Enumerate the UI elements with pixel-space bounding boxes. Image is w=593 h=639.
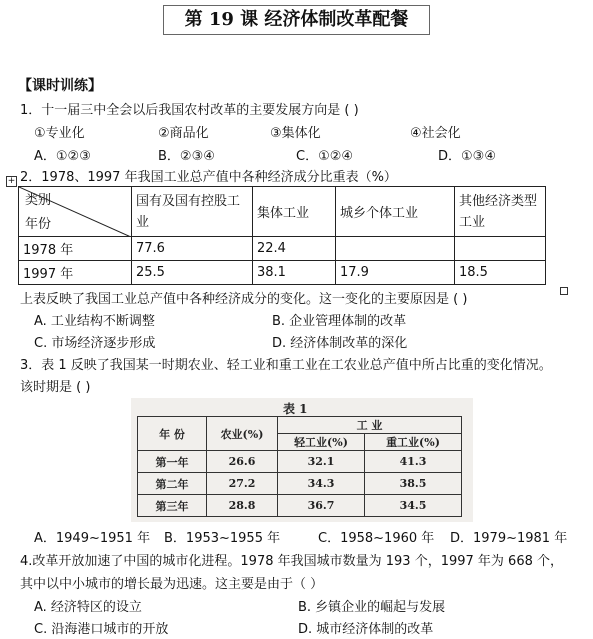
section-heading: 【课时训练】 xyxy=(18,78,102,94)
q1-item-1: ①专业化 xyxy=(34,126,85,141)
q2-corner-cell xyxy=(19,187,132,237)
q3-header-light: 轻工业(%) xyxy=(278,434,365,451)
q2-cell: 77.6 xyxy=(132,237,253,261)
q3-scanned-table-image xyxy=(131,398,473,522)
q2-followup: 上表反映了我国工业总产值中各种经济成分的变化。这一变化的主要原因是 ( ) xyxy=(20,292,468,307)
q3-option-b: B．1953~1955 年 xyxy=(164,531,281,546)
q2-header-collective: 集体工业 xyxy=(253,187,336,237)
q2-cell: 17.9 xyxy=(336,261,455,285)
q1-option-c: C．①②④ xyxy=(296,149,354,164)
q3-row-label: 第三年 xyxy=(138,495,207,517)
q2-cell: 22.4 xyxy=(253,237,336,261)
table-resize-handle-icon[interactable] xyxy=(560,287,568,295)
q2-option-d: D. 经济体制改革的深化 xyxy=(272,336,408,351)
q4-option-b: B. 乡镇企业的崛起与发展 xyxy=(298,600,446,615)
page-title: 第 19 课 经济体制改革配餐 xyxy=(163,5,430,35)
q2-cell: 25.5 xyxy=(132,261,253,285)
q3-table xyxy=(137,416,462,517)
q2-option-c: C. 市场经济逐步形成 xyxy=(34,336,156,351)
q2-row-year: 1997 年 xyxy=(19,261,132,285)
q2-row-year: 1978 年 xyxy=(19,237,132,261)
q1-item-4: ④社会化 xyxy=(410,126,461,141)
q2-corner-top: 类别 xyxy=(25,193,52,208)
q3-header-agri: 农业(%) xyxy=(207,417,278,451)
q3-stem-line2: 该时期是 ( ) xyxy=(20,380,91,395)
q3-header-industry: 工 业 xyxy=(278,417,462,434)
q3-header-year: 年 份 xyxy=(138,417,207,451)
q3-cell: 34.3 xyxy=(278,473,365,495)
q2-cell: 38.1 xyxy=(253,261,336,285)
q2-cell xyxy=(336,237,455,261)
q2-table xyxy=(18,186,546,285)
q2-option-a: A. 工业结构不断调整 xyxy=(34,314,155,329)
q3-cell: 32.1 xyxy=(278,451,365,473)
q4-stem-line2: 其中以中小城市的增长最为迅速。这主要是由于（ ） xyxy=(20,577,324,592)
q2-corner-bottom: 年份 xyxy=(25,217,52,232)
q2-header-state: 国有及国有控股工业 xyxy=(132,187,253,237)
q1-stem: 1．十一届三中全会以后我国农村改革的主要发展方向是 ( ) xyxy=(20,103,359,118)
q3-table-caption: 表 1 xyxy=(283,402,308,416)
q3-row-label: 第二年 xyxy=(138,473,207,495)
q3-cell: 26.6 xyxy=(207,451,278,473)
q4-stem-line1: 4.改革开放加速了中国的城市化进程。1978 年我国城市数量为 193 个，1997 年为 668 个， xyxy=(20,554,563,569)
q3-cell: 34.5 xyxy=(365,495,462,517)
q2-cell: 18.5 xyxy=(455,261,546,285)
q2-cell xyxy=(455,237,546,261)
q3-cell: 28.8 xyxy=(207,495,278,517)
q3-stem-line1: 3．表 1 反映了我国某一时期农业、轻工业和重工业在工农业总产值中所占比重的变化情况。 xyxy=(20,358,552,373)
q2-option-b: B. 企业管理体制的改革 xyxy=(272,314,407,329)
q1-option-a: A．①②③ xyxy=(34,149,91,164)
q3-cell: 27.2 xyxy=(207,473,278,495)
q3-cell: 41.3 xyxy=(365,451,462,473)
q2-header-individual: 城乡个体工业 xyxy=(336,187,455,237)
q3-header-heavy: 重工业(%) xyxy=(365,434,462,451)
q2-stem: 2．1978、1997 年我国工业总产值中各种经济成分比重表（%） xyxy=(20,170,397,185)
q3-option-a: A．1949~1951 年 xyxy=(34,531,151,546)
q1-option-d: D．①③④ xyxy=(438,149,496,164)
q3-cell: 36.7 xyxy=(278,495,365,517)
q3-row-label: 第一年 xyxy=(138,451,207,473)
q3-cell: 38.5 xyxy=(365,473,462,495)
q3-option-d: D．1979~1981 年 xyxy=(450,531,568,546)
q4-option-d: D. 城市经济体制的改革 xyxy=(298,622,434,637)
q1-option-b: B．②③④ xyxy=(158,149,215,164)
q3-option-c: C．1958~1960 年 xyxy=(318,531,435,546)
table-move-handle-icon[interactable]: + xyxy=(7,176,16,186)
q2-header-other: 其他经济类型工业 xyxy=(455,187,546,237)
q4-option-c: C. 沿海港口城市的开放 xyxy=(34,622,169,637)
q1-item-2: ②商品化 xyxy=(158,126,209,141)
q1-item-3: ③集体化 xyxy=(270,126,321,141)
q4-option-a: A. 经济特区的设立 xyxy=(34,600,142,615)
